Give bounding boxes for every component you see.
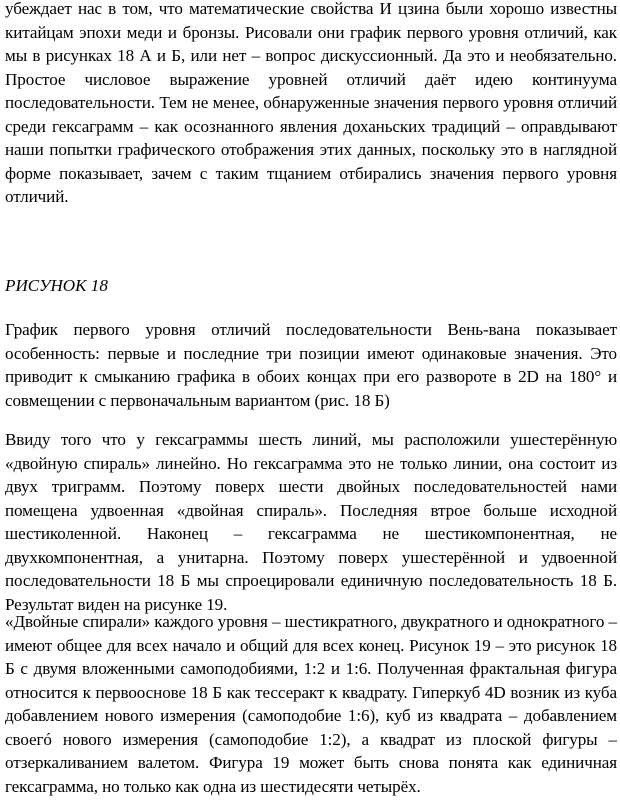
paragraph-figure-description: График первого уровня отличий последовательности Вень-вана показывает особенность: первые и последние три позиции имеют одинаковые значения. Это приводит к смыканию графика в обоих концах при его развороте в 2D на 180° и совмещении с первоначальным вариантом (рис. 18 Б) [5,320,617,410]
paragraph-fractal: «Двойные спирали» каждого уровня – шестикратного, двукратного и однократного – имеют общее для всех начало и общий для всех конец. Рисунок 19 – это рисунок 18 Б с двумя вложенными самоподобиями, 1:2 и 1:6. Полученная фрактальная фигура относится к первооснове 18 Б как тессеракт к квадрату. Гиперкуб 4D возник из куба добавлением нового измерения (самоподобие 1:6), куб из квадрата – добавлением своегó нового измерения (самоподобие 1:2), а квадрат из плоской фигуры – отзеркаливанием валетом. Фигура 19 может быть снова понята как единичная гексаграмма, но только как одна из шестидесяти четырёх. [5,612,617,796]
paragraph-double-spiral: Ввиду того что у гексаграммы шесть линий, мы расположили ушестерённую «двойную спираль» линейно. Но гексаграмма это не только линии, она состоит из двух триграмм. Поэтому поверх шести двойных последовательностей нами помещена удвоенная «двойная спираль». Последняя втрое больше исходной шестиколенной. Наконец – гексаграмма не шестикомпонентная, не двухкомпонентная, а унитарна. Поэтому поверх ушестерённой и удвоенной последовательности 18 Б мы спроецировали единичную последовательность 18 Б. Результат виден на рисунке 19. [5,430,617,614]
paragraph-intro: убеждает нас в том, что математические свойства И цзина были хорошо известны китайцам эпохи меди и бронзы. Рисовали они график первого уровня отличий, как мы в рисунках 18 А и Б, или нет – вопрос дискуссионный. Да это и необязательно. Простое числовое выражение уровней отличий даёт идею континуума последовательности. Тем не менее, обнаруженные значения первого уровня отличий среди гексаграмм – как осознанного явления доханьских традиций – оправдывают наши попытки графического отображения этих данных, поскольку это в наглядной форме показывает, зачем с таким тщанием отбирались значения первого уровня отличий. [5,0,617,206]
figure-heading: РИСУНОК 18 [5,276,108,295]
